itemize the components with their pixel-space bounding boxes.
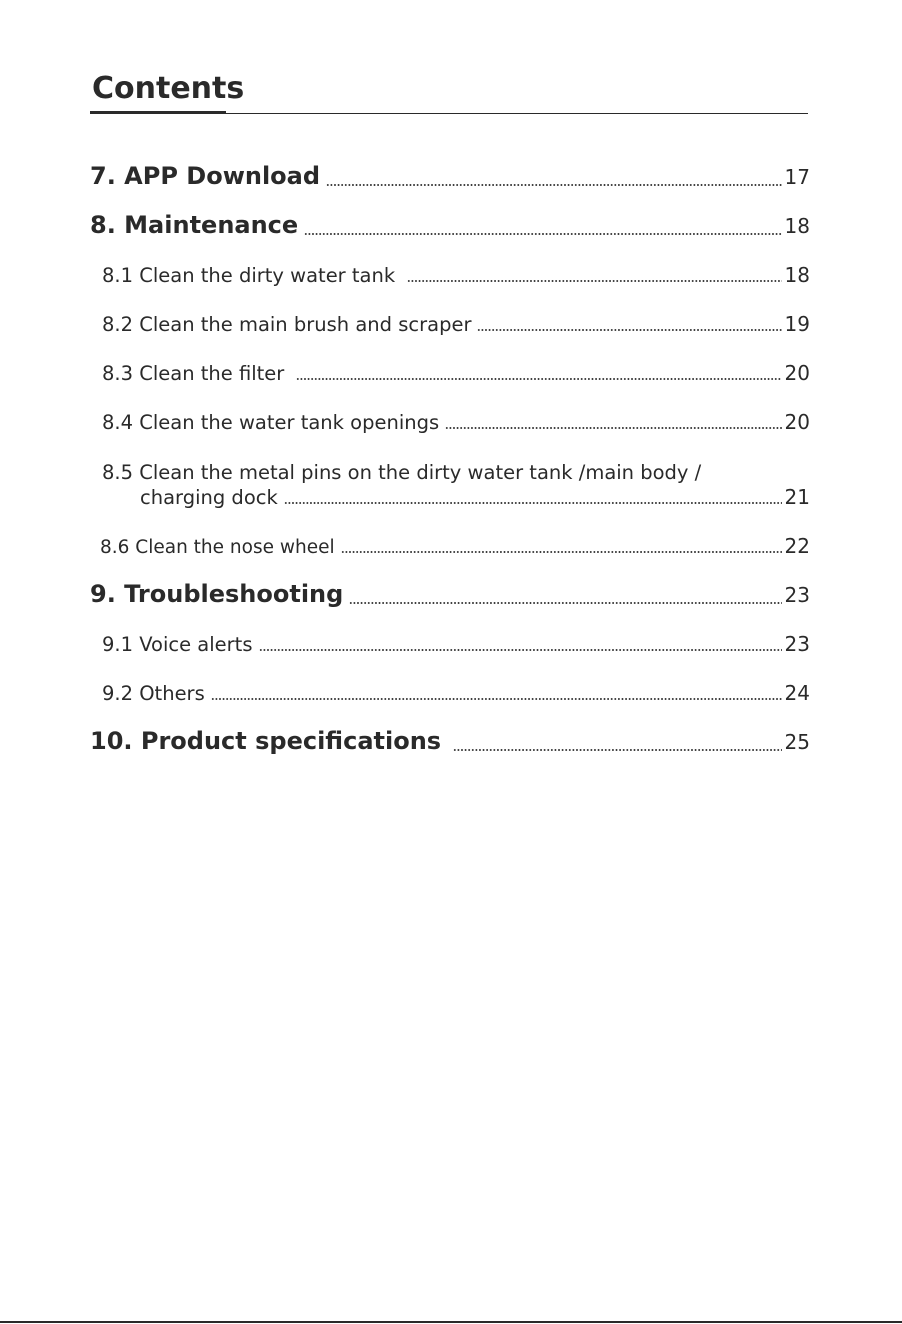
dot-leader: [349, 602, 781, 604]
dot-leader: [341, 551, 782, 553]
toc-entry-clean-main-brush[interactable]: [102, 313, 810, 336]
dot-leader: [326, 184, 782, 186]
toc-entry-label: 9.1 Voice alerts: [102, 633, 253, 656]
toc-page-number: 21: [784, 485, 810, 509]
dot-leader: [259, 649, 782, 651]
toc-entry-clean-water-tank-openings[interactable]: [102, 411, 810, 434]
toc-entry-voice-alerts[interactable]: [102, 633, 810, 656]
toc-entry-label: 8.4 Clean the water tank openings: [102, 411, 440, 434]
toc-entry-label: 7. APP Download: [90, 162, 321, 190]
toc-entry-product-specifications[interactable]: [90, 728, 810, 756]
toc-page-number: 24: [784, 681, 810, 705]
page-title: Contents: [92, 71, 245, 106]
toc-entry-label: 8.1 Clean the dirty water tank: [102, 264, 396, 287]
toc-page-number: 23: [784, 583, 810, 607]
dot-leader: [453, 749, 781, 751]
toc-entry-label: 9.2 Others: [102, 682, 205, 705]
toc-entry-app-download[interactable]: [90, 163, 810, 191]
dot-leader: [284, 502, 782, 504]
toc-entry-clean-metal-pins-line1[interactable]: 8.5 Clean the metal pins on the dirty water tank /main body /: [102, 461, 702, 484]
toc-page-number: 18: [784, 214, 810, 238]
toc-page-number: 17: [784, 165, 810, 189]
toc-page-number: 23: [784, 632, 810, 656]
dot-leader: [211, 698, 782, 700]
page-bottom-border: [0, 1321, 902, 1323]
toc-entry-maintenance[interactable]: [90, 212, 810, 240]
toc-entry-label: 10. Product specifications: [90, 727, 442, 755]
toc-entry-clean-metal-pins[interactable]: [140, 486, 810, 509]
dot-leader: [445, 427, 781, 429]
toc-entry-label: charging dock: [140, 486, 278, 509]
toc-entry-label: 8.3 Clean the filter: [102, 362, 285, 385]
toc-entry-clean-dirty-water-tank[interactable]: [102, 264, 810, 287]
toc-entry-label: 8.2 Clean the main brush and scraper: [102, 313, 472, 336]
toc-page-number: 18: [784, 263, 810, 287]
toc-entry-label: 8.6 Clean the nose wheel: [100, 537, 335, 558]
toc-page-number: 22: [784, 534, 810, 558]
toc-page-number: 19: [784, 312, 810, 336]
toc-entry-clean-filter[interactable]: [102, 362, 810, 385]
toc-page-number: 20: [784, 361, 810, 385]
toc-entry-clean-nose-wheel[interactable]: [100, 535, 810, 558]
toc-page-number: 25: [784, 730, 810, 754]
toc-entry-label: 9. Troubleshooting: [90, 580, 344, 608]
dot-leader: [407, 280, 781, 282]
toc-entry-troubleshooting[interactable]: [90, 581, 810, 609]
toc-entry-others[interactable]: [102, 682, 810, 705]
toc-page-number: 20: [784, 410, 810, 434]
dot-leader: [296, 378, 781, 380]
dot-leader: [477, 329, 781, 331]
toc-entry-label: 8. Maintenance: [90, 211, 299, 239]
dot-leader: [304, 233, 781, 235]
